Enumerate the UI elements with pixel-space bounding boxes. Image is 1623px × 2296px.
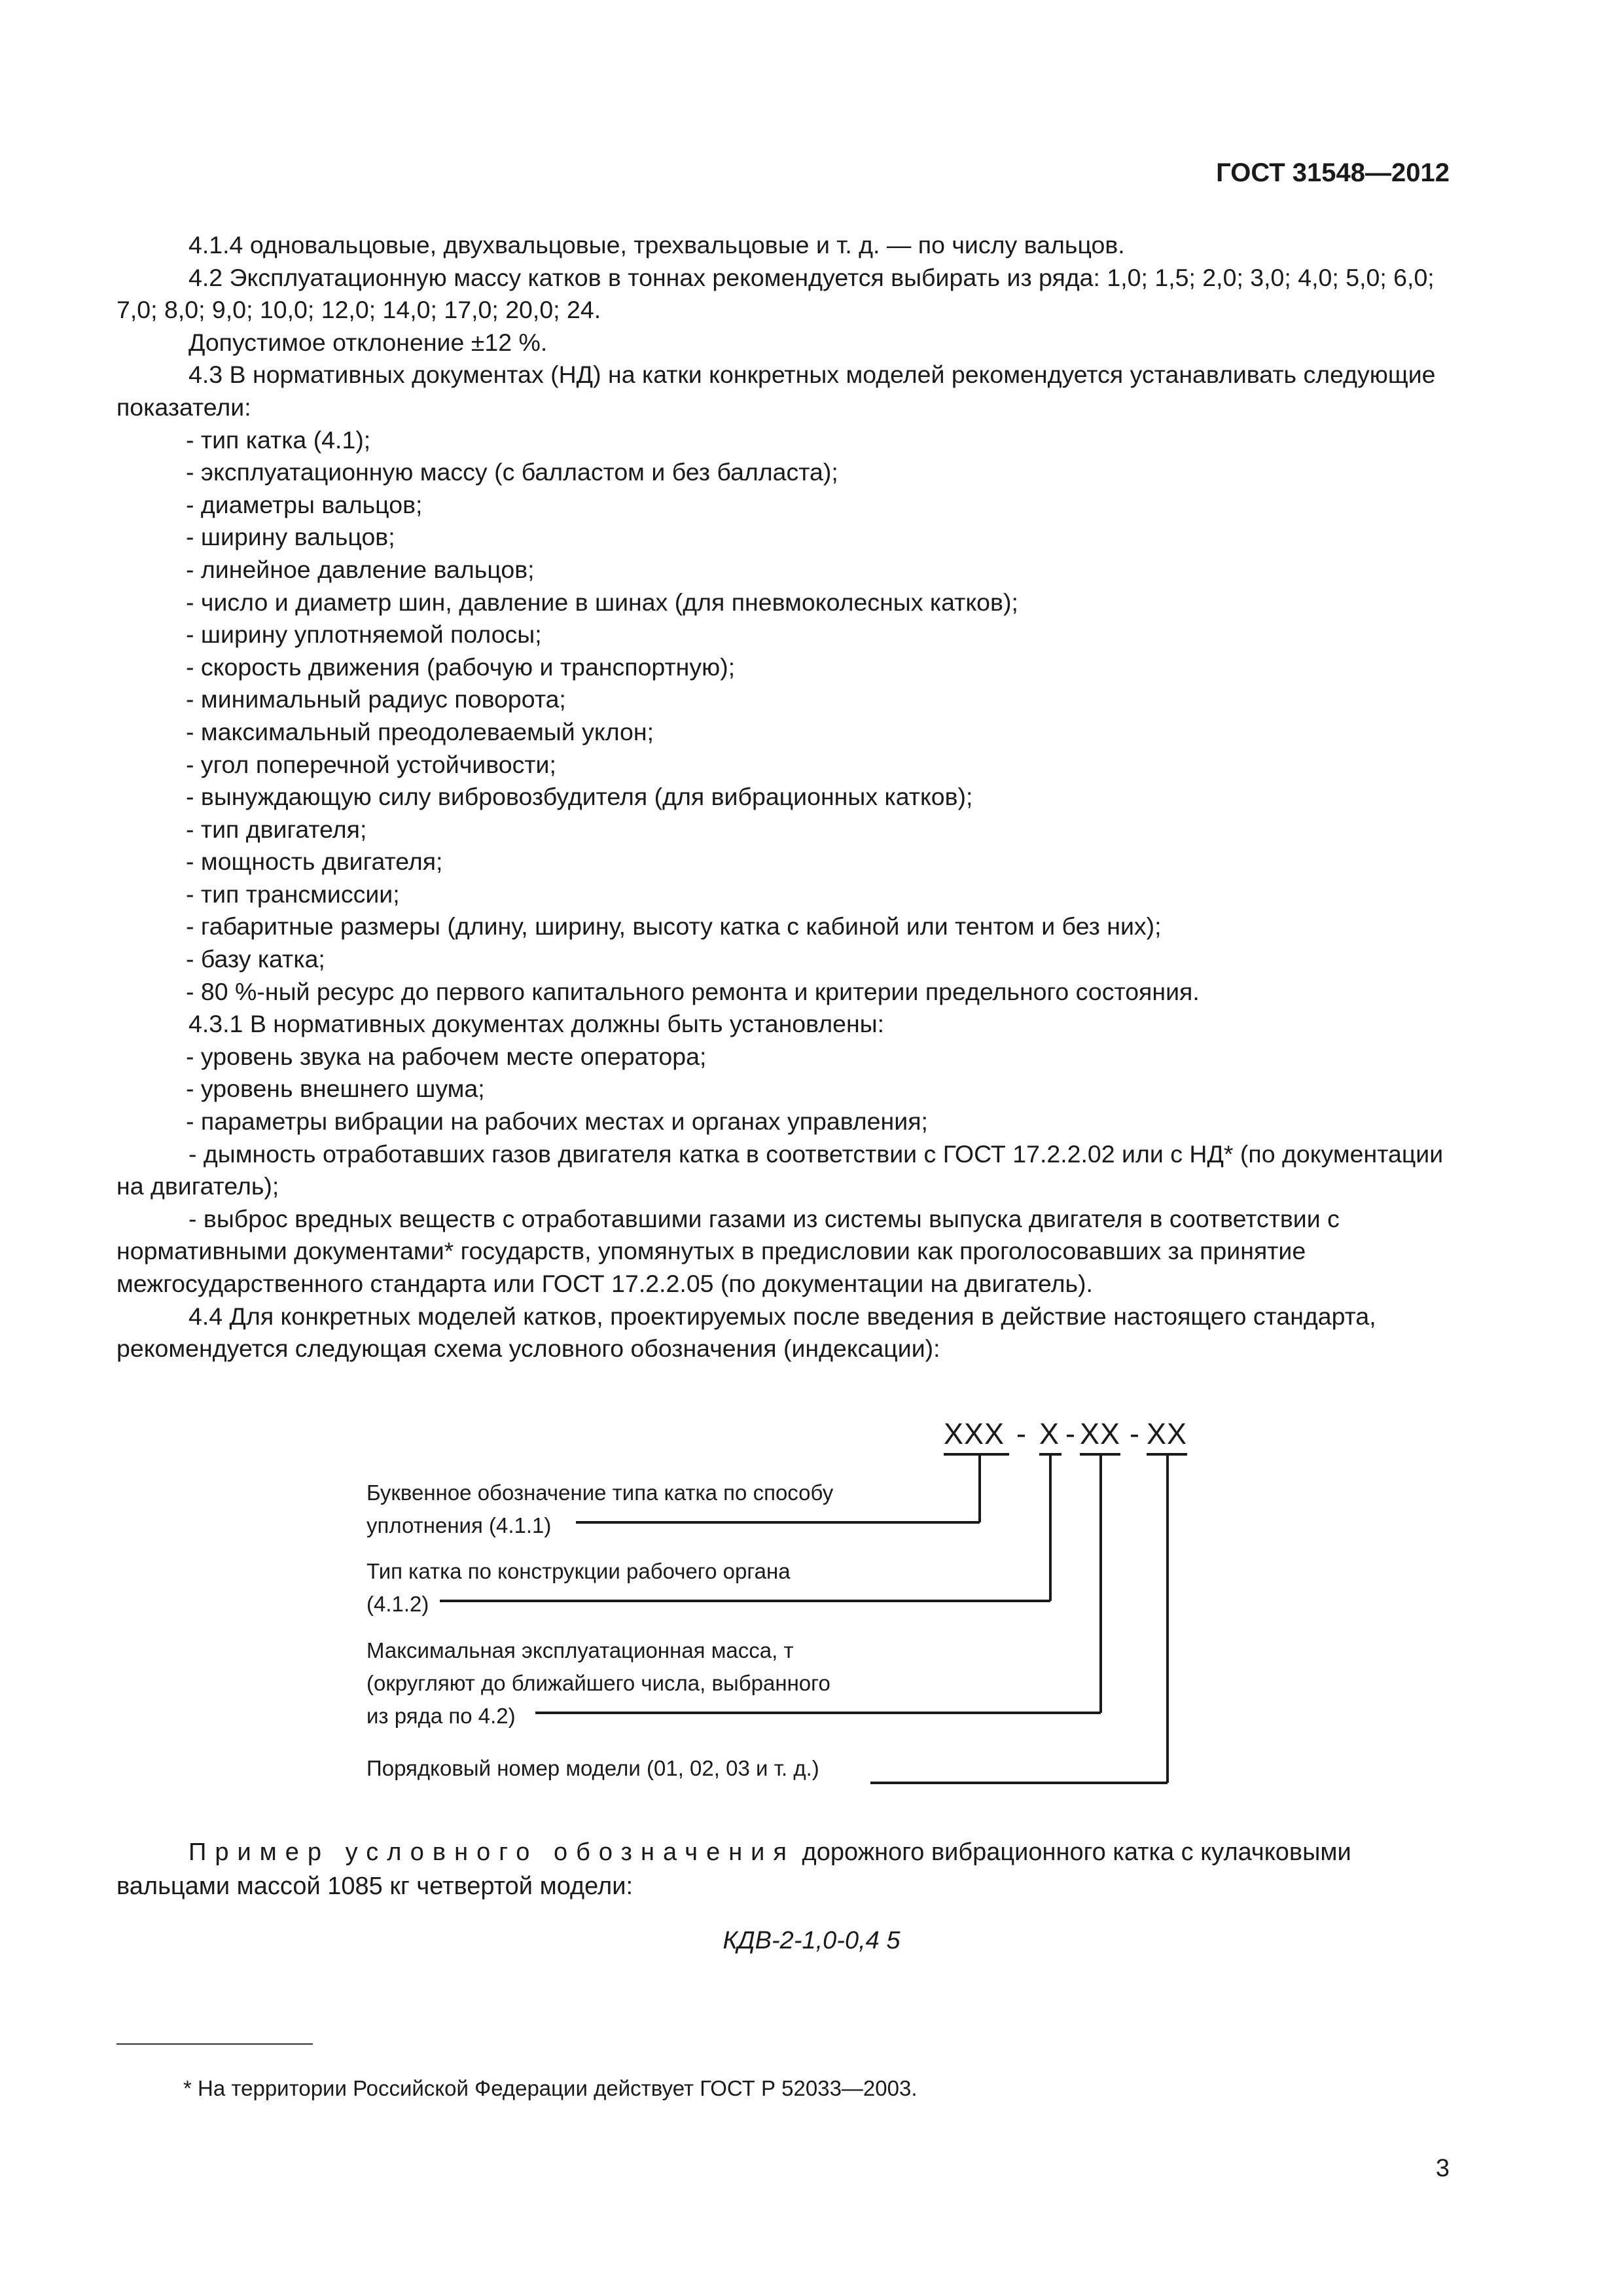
list-item: - 80 %-ный ресурс до первого капитального ремонта и критерии предельного состояния. xyxy=(186,977,1200,1005)
scheme-label-model-number: Порядковый номер модели (01, 02, 03 и т. д.) xyxy=(366,1756,819,1780)
footnote-divider xyxy=(116,2043,313,2045)
list-item: - тип катка (4.1); xyxy=(186,425,371,454)
example-text: дорожного вибрационного катка с кулачковыми вальцами массой 1085 кг четвертой модели: xyxy=(116,1839,1351,1900)
list-item: - минимальный радиус поворота; xyxy=(186,685,566,713)
clause-4-2: 4.2 Эксплуатационную массу катков в тоннах рекомендуется выбирать из ряда: 1,0; 1,5; 2,0; 3,0; 4,0; 5,0; 6,0; 7,0; 8,0; 9,0; 10,0; 12,0; 14,0; 17,0; 20,0; 24. xyxy=(116,263,1435,324)
scheme-label-type-letters: Буквенное обозначение типа катка по способу уплотнения (4.1.1) xyxy=(366,1480,834,1537)
code-type-letters: ХХХ xyxy=(944,1417,1005,1450)
list-item: - ширину вальцов; xyxy=(186,523,395,551)
body-text xyxy=(116,229,1444,1365)
scheme-label-type-design: Тип катка по конструкции рабочего органа (4.1.2) xyxy=(366,1559,791,1616)
list-item: - ширину уплотняемой полосы; xyxy=(186,620,542,649)
list-item: - вынуждающую силу вибровозбудителя (для вибрационных катков); xyxy=(186,783,973,811)
code-separator: - xyxy=(1130,1417,1139,1450)
code-separator: - xyxy=(1065,1417,1075,1450)
tolerance-text: Допустимое отклонение ±12 %. xyxy=(188,328,548,356)
list-item: - тип трансмиссии; xyxy=(186,880,400,908)
smoke-requirement: - дымность отработавших газов двигателя катка в соответствии с ГОСТ 17.2.2.02 или с НД* (по документации на двигатель); xyxy=(116,1139,1444,1200)
list-item: - уровень внешнего шума; xyxy=(186,1075,485,1103)
list-item: - мощность двигателя; xyxy=(186,848,443,876)
list-item: - линейное давление вальцов; xyxy=(186,555,535,583)
example-paragraph xyxy=(116,1835,1444,1903)
clause-4-1-4: 4.1.4 одновальцовые, двухвальцовые, трехвальцовые и т. д. — по числу вальцов. xyxy=(188,231,1125,259)
emission-requirement: - выброс вредных веществ с отработавшими газами из системы выпуска двигателя в соответствии с нормативными документами* государств, упомянутых в предисловии как проголосовавших за принятие межгосударственного стандарта или ГОСТ 17.2.2.05 (по документации на двигатель). xyxy=(116,1204,1340,1297)
list-item: - угол поперечной устойчивости; xyxy=(186,750,556,778)
clause-4-3: 4.3 В нормативных документах (НД) на катки конкретных моделей рекомендуется устанавливать следующие показатели: xyxy=(116,361,1436,421)
list-item: - диаметры вальцов; xyxy=(186,490,423,518)
code-separator: - xyxy=(1016,1417,1026,1450)
code-type-design: Х xyxy=(1039,1417,1060,1450)
list-item: - тип двигателя; xyxy=(186,815,367,843)
list-item: - уровень звука на рабочем месте оператора; xyxy=(186,1042,707,1070)
code-model-number: ХХ xyxy=(1147,1417,1188,1450)
code-mass: ХХ xyxy=(1080,1417,1121,1450)
list-item: - габаритные размеры (длину, ширину, высоту катка с кабиной или тентом и без них); xyxy=(186,912,1162,941)
list-item: - эксплуатационную массу (с балластом и без балласта); xyxy=(186,458,838,486)
scheme-label-mass: Максимальная эксплуатационная масса, т (округляют до ближайшего числа, выбранного из ряда по 4.2) xyxy=(366,1638,830,1728)
list-item: - базу катка; xyxy=(186,945,325,973)
document-id: ГОСТ 31548—2012 xyxy=(1216,158,1450,187)
example-lead: Пример условного обозначения xyxy=(188,1839,795,1866)
footnote: * На территории Российской Федерации действует ГОСТ Р 52033—2003. xyxy=(183,2076,918,2100)
list-item: - скорость движения (рабочую и транспортную); xyxy=(186,653,736,681)
example-formula: КДВ-2-1,0-0,4 5 xyxy=(722,1927,901,1954)
list-item: - параметры вибрации на рабочих местах и органах управления; xyxy=(186,1107,928,1136)
clause-4-4: 4.4 Для конкретных моделей катков, проектируемых после введения в действие настоящего стандарта, рекомендуется следующая схема условного обозначения (индексации): xyxy=(116,1302,1376,1363)
page-number: 3 xyxy=(1435,2155,1450,2182)
clause-4-3-1: 4.3.1 В нормативных документах должны быть установлены: xyxy=(188,1010,885,1038)
list-item: - число и диаметр шин, давление в шинах (для пневмоколесных катков); xyxy=(186,588,1018,616)
list-item: - максимальный преодолеваемый уклон; xyxy=(186,717,654,745)
